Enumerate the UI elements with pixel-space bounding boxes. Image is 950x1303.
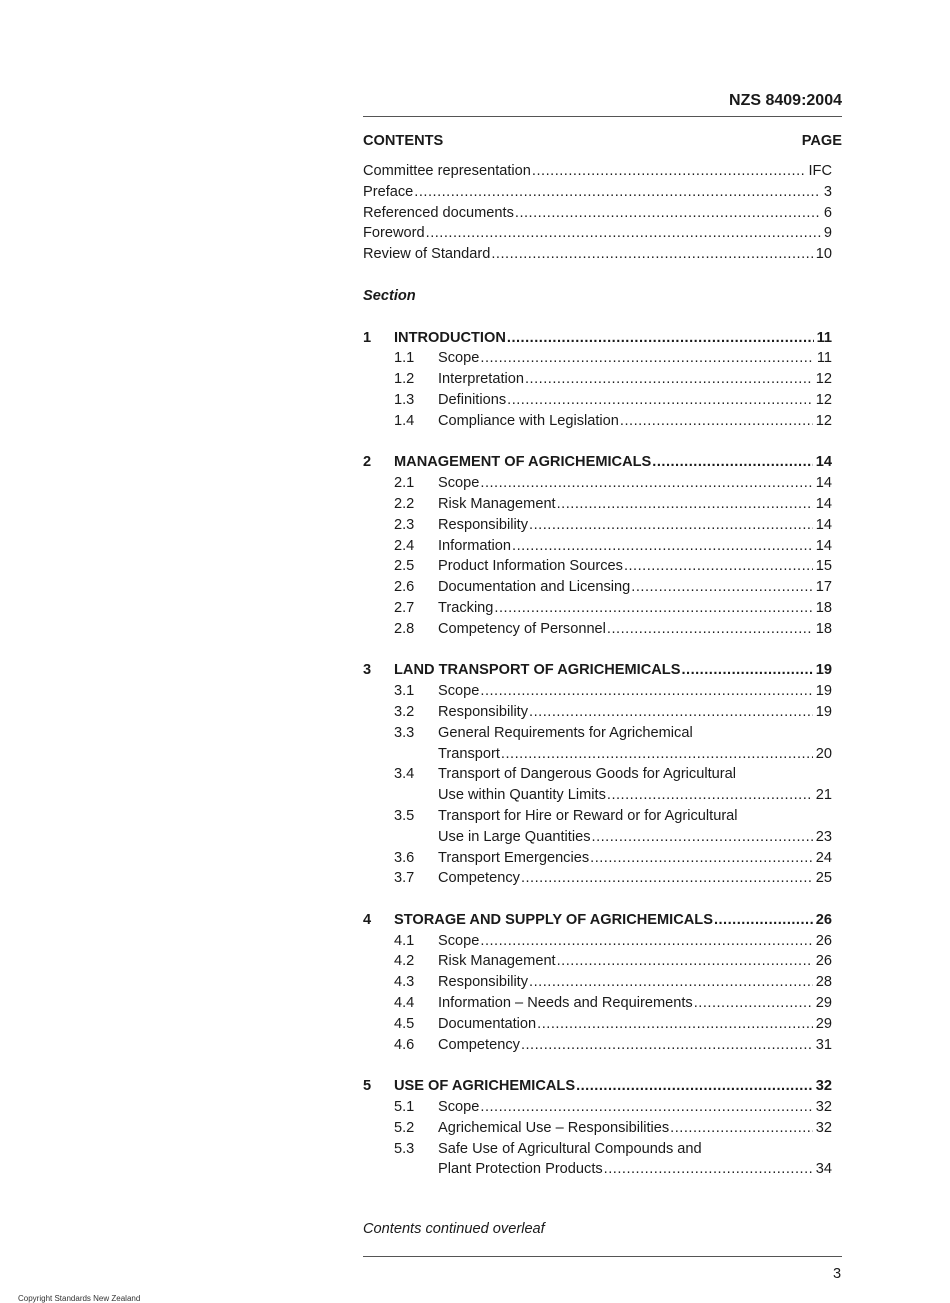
entry-title: Use within Quantity Limits: [438, 787, 606, 804]
subsection-line[interactable]: [438, 536, 832, 557]
entry-title: Review of Standard: [363, 246, 491, 263]
footer-divider: [363, 1256, 842, 1257]
leader-dots: [576, 1076, 813, 1097]
subsection-number: 4.4: [394, 995, 415, 1012]
entry-title: Information – Needs and Requirements: [438, 995, 693, 1012]
leader-dots: [714, 910, 813, 931]
entry-title: Risk Management: [438, 953, 556, 970]
subsection-body: [438, 411, 832, 432]
section-heading-body: [394, 910, 832, 931]
entry-title-first-line: General Requirements for Agrichemical: [438, 724, 693, 741]
section-number: 1: [363, 329, 372, 346]
section-number: 5: [363, 1078, 372, 1095]
subsection-body: [438, 848, 832, 869]
entry-title: Competency: [438, 870, 520, 887]
entry-page-number: 26: [815, 911, 832, 928]
subsection-body: [438, 951, 832, 972]
subsection-body: [438, 972, 832, 993]
subsection-number: 2.7: [394, 599, 415, 616]
subsection-line[interactable]: [438, 494, 832, 515]
entry-title: Use in Large Quantities: [438, 828, 591, 845]
subsection-body: [438, 1014, 832, 1035]
entry-title: Risk Management: [438, 495, 556, 512]
entry-title: Scope: [438, 350, 480, 367]
front-matter-entry[interactable]: [363, 161, 832, 182]
subsection-line[interactable]: [438, 744, 832, 765]
leader-dots: [607, 619, 813, 640]
entry-page-number: 11: [816, 350, 832, 367]
entry-title: Responsibility: [438, 974, 529, 991]
entry-page-number: 34: [815, 1161, 832, 1178]
leader-dots: [607, 785, 813, 806]
subsection-number: 2.4: [394, 537, 415, 554]
entry-title: Responsibility: [438, 703, 529, 720]
subsection-line[interactable]: [438, 348, 832, 369]
leader-dots: [426, 223, 821, 244]
subsection-number: 1.4: [394, 412, 415, 429]
subsection-number: 3.3: [394, 724, 415, 741]
entry-title: Tracking: [438, 599, 494, 616]
entry-title: Documentation: [438, 1015, 537, 1032]
subsection-entry[interactable]: [363, 1035, 832, 1056]
entry-page-number: 24: [815, 849, 832, 866]
subsection-entry[interactable]: [363, 473, 832, 494]
section-heading-body: [394, 660, 832, 681]
subsection-number: 3.1: [394, 683, 415, 700]
subsection-entry[interactable]: [363, 931, 832, 952]
subsection-entry[interactable]: [363, 598, 832, 619]
subsection-entry[interactable]: [363, 577, 832, 598]
subsection-number: 2.5: [394, 558, 415, 575]
leader-dots: [480, 348, 813, 369]
leader-dots: [521, 868, 813, 889]
entry-page-number: 26: [815, 932, 832, 949]
subsection-line[interactable]: [438, 702, 832, 723]
subsection-body: [438, 348, 832, 369]
subsection-body: [438, 931, 832, 952]
section-heading-line[interactable]: [394, 452, 832, 473]
front-matter-entry[interactable]: [363, 223, 832, 244]
leader-dots: [681, 660, 812, 681]
subsection-number: 5.1: [394, 1099, 415, 1116]
subsection-line[interactable]: [438, 681, 832, 702]
subsection-body: [438, 515, 832, 536]
section-heading-line[interactable]: [394, 660, 832, 681]
subsection-body: [438, 556, 832, 577]
entry-page-number: 18: [815, 599, 832, 616]
entry-title: Scope: [438, 1099, 480, 1116]
subsection-line[interactable]: [438, 515, 832, 536]
subsection-entry[interactable]: [363, 848, 832, 869]
section-heading-line[interactable]: [394, 1076, 832, 1097]
leader-dots: [529, 972, 813, 993]
entry-title: Definitions: [438, 391, 507, 408]
subsection-line[interactable]: [438, 951, 832, 972]
subsection-entry[interactable]: [363, 972, 832, 993]
section-heading-entry[interactable]: [363, 660, 832, 681]
contents-heading-row: [363, 133, 842, 149]
subsection-number: 3.6: [394, 849, 415, 866]
subsection-body: [438, 577, 832, 598]
leader-dots: [537, 1014, 813, 1035]
table-of-contents: [363, 161, 832, 1180]
subsection-line[interactable]: [438, 848, 832, 869]
leader-dots: [557, 951, 813, 972]
subsection-body: [438, 494, 832, 515]
entry-title: LAND TRANSPORT OF AGRICHEMICALS: [394, 662, 681, 679]
subsection-entry[interactable]: [363, 951, 832, 972]
entry-page-number: 10: [815, 246, 832, 263]
leader-dots: [604, 1159, 813, 1180]
subsection-number: 2.2: [394, 495, 415, 512]
leader-dots: [512, 536, 813, 557]
entry-title: Transport Emergencies: [438, 849, 590, 866]
entry-title: Interpretation: [438, 371, 524, 388]
entry-title: Scope: [438, 932, 480, 949]
section-heading-entry[interactable]: [363, 328, 832, 349]
leader-dots: [532, 161, 806, 182]
entry-page-number: 14: [815, 454, 832, 471]
entry-page-number: 26: [815, 953, 832, 970]
subsection-number: 2.1: [394, 475, 415, 492]
spacer: [363, 1055, 832, 1076]
subsection-line[interactable]: [438, 993, 832, 1014]
subsection-entry[interactable]: [363, 369, 832, 390]
section-column-label: Section: [363, 287, 416, 304]
entry-title: Competency of Personnel: [438, 620, 606, 637]
entry-page-number: 19: [815, 662, 832, 679]
subsection-body: [438, 1118, 832, 1139]
leader-dots: [491, 244, 812, 265]
subsection-body: [438, 598, 832, 619]
subsection-body: [438, 619, 832, 640]
section-heading-entry[interactable]: [363, 452, 832, 473]
section-heading-body: [394, 328, 832, 349]
subsection-line[interactable]: [438, 785, 832, 806]
entry-page-number: 28: [815, 974, 832, 991]
spacer: [363, 640, 832, 661]
subsection-entry[interactable]: [363, 1097, 832, 1118]
subsection-body: [438, 681, 832, 702]
subsection-body: [438, 723, 832, 765]
front-matter-entry[interactable]: [363, 244, 832, 265]
entry-title: Information: [438, 537, 512, 554]
entry-title-first-line: Safe Use of Agricultural Compounds and: [438, 1140, 702, 1157]
subsection-number: 2.3: [394, 516, 415, 533]
entry-page-number: 19: [815, 703, 832, 720]
subsection-number: 4.3: [394, 974, 415, 991]
section-heading-line[interactable]: [394, 910, 832, 931]
entry-page-number: 32: [815, 1078, 832, 1095]
entry-page-number: 17: [815, 579, 832, 596]
entry-page-number: 14: [815, 495, 832, 512]
leader-dots: [501, 744, 813, 765]
entry-title: Responsibility: [438, 516, 529, 533]
entry-page-number: 9: [823, 225, 832, 242]
subsection-line[interactable]: [438, 931, 832, 952]
subsection-entry[interactable]: [363, 411, 832, 432]
leader-dots: [620, 411, 813, 432]
subsection-line[interactable]: [438, 1118, 832, 1139]
leader-dots: [631, 577, 812, 598]
subsection-entry[interactable]: [363, 868, 832, 889]
subsection-body: [438, 369, 832, 390]
entry-title: Plant Protection Products: [438, 1161, 603, 1178]
entry-title-first-line: Transport for Hire or Reward or for Agricultural: [438, 807, 738, 824]
entry-page-number: 20: [815, 745, 832, 762]
leader-dots: [529, 515, 813, 536]
subsection-body: [438, 1139, 832, 1181]
page-column-heading: PAGE: [801, 133, 842, 149]
entry-page-number: 14: [815, 537, 832, 554]
subsection-entry[interactable]: [363, 1118, 832, 1139]
standard-number: NZS 8409:2004: [729, 92, 842, 109]
entry-title: Compliance with Legislation: [438, 412, 619, 429]
leader-dots: [494, 598, 812, 619]
entry-title: INTRODUCTION: [394, 329, 506, 346]
section-number: 2: [363, 454, 372, 471]
subsection-entry[interactable]: [363, 764, 832, 806]
leader-dots: [652, 452, 812, 473]
entry-page-number: 32: [815, 1099, 832, 1116]
subsection-number: 3.4: [394, 766, 415, 783]
entry-title: Agrichemical Use – Responsibilities: [438, 1119, 670, 1136]
entry-title: Transport: [438, 745, 500, 762]
subsection-number: 4.1: [394, 932, 415, 949]
entry-title-first-line: Transport of Dangerous Goods for Agricultural: [438, 766, 736, 783]
subsection-body: [438, 473, 832, 494]
front-matter-entry[interactable]: [363, 182, 832, 203]
subsection-entry[interactable]: [363, 515, 832, 536]
subsection-line[interactable]: [438, 411, 832, 432]
subsection-number: 1.3: [394, 391, 415, 408]
subsection-entry[interactable]: [363, 1014, 832, 1035]
entry-page-number: 21: [815, 787, 832, 804]
contents-heading: CONTENTS: [363, 133, 444, 149]
entry-page-number: 14: [815, 516, 832, 533]
spacer: [363, 307, 832, 328]
subsection-entry[interactable]: [363, 494, 832, 515]
section-number: 4: [363, 911, 372, 928]
subsection-line[interactable]: [438, 868, 832, 889]
subsection-line[interactable]: [438, 1014, 832, 1035]
entry-title: Scope: [438, 683, 480, 700]
leader-dots: [590, 848, 813, 869]
subsection-number: 1.1: [394, 350, 415, 367]
leader-dots: [480, 1097, 812, 1118]
subsection-entry[interactable]: [363, 723, 832, 765]
leader-dots: [624, 556, 813, 577]
subsection-body: [438, 536, 832, 557]
subsection-number: 3.2: [394, 703, 415, 720]
subsection-number: 2.6: [394, 579, 415, 596]
entry-title: Product Information Sources: [438, 558, 623, 575]
subsection-number: 4.2: [394, 953, 415, 970]
subsection-number: 2.8: [394, 620, 415, 637]
leader-dots: [414, 182, 821, 203]
subsection-entry[interactable]: [363, 556, 832, 577]
subsection-number: 3.7: [394, 870, 415, 887]
entry-title: Scope: [438, 475, 480, 492]
entry-page-number: 6: [823, 204, 832, 221]
subsection-number: 5.3: [394, 1140, 415, 1157]
leader-dots: [557, 494, 813, 515]
section-heading-entry[interactable]: [363, 910, 832, 931]
entry-page-number: 12: [815, 371, 832, 388]
entry-page-number: 18: [815, 620, 832, 637]
subsection-line[interactable]: [438, 827, 832, 848]
subsection-entry[interactable]: [363, 681, 832, 702]
subsection-line[interactable]: [438, 1097, 832, 1118]
subsection-number: 4.5: [394, 1015, 415, 1032]
entry-title: Documentation and Licensing: [438, 579, 631, 596]
subsection-entry[interactable]: [363, 348, 832, 369]
subsection-body: [438, 1035, 832, 1056]
entry-title: Committee representation: [363, 163, 531, 179]
page-number: 3: [833, 1266, 842, 1282]
entry-page-number: 32: [815, 1119, 832, 1136]
entry-title: USE OF AGRICHEMICALS: [394, 1078, 576, 1095]
subsection-body: [438, 702, 832, 723]
subsection-entry[interactable]: [363, 993, 832, 1014]
copyright-notice: Copyright Standards New Zealand: [18, 1294, 141, 1303]
front-matter-entry[interactable]: [363, 203, 832, 224]
subsection-line[interactable]: [438, 1035, 832, 1056]
subsection-line[interactable]: [438, 598, 832, 619]
section-heading-entry[interactable]: [363, 1076, 832, 1097]
subsection-entry[interactable]: [363, 1139, 832, 1181]
subsection-line[interactable]: [438, 473, 832, 494]
entry-title: Preface: [363, 183, 414, 200]
entry-page-number: 29: [815, 995, 832, 1012]
entry-page-number: 3: [823, 183, 832, 200]
subsection-entry[interactable]: [363, 390, 832, 411]
entry-page-number: 12: [815, 412, 832, 429]
subsection-entry[interactable]: [363, 536, 832, 557]
subsection-body: [438, 868, 832, 889]
entry-page-number: 15: [815, 558, 832, 575]
spacer: [363, 889, 832, 910]
subsection-line[interactable]: [438, 577, 832, 598]
subsection-line[interactable]: [438, 1159, 832, 1180]
entry-page-number: IFC: [808, 163, 832, 179]
entry-title: MANAGEMENT OF AGRICHEMICALS: [394, 454, 652, 471]
leader-dots: [592, 827, 813, 848]
section-heading-body: [394, 452, 832, 473]
subsection-body: [438, 390, 832, 411]
subsection-line[interactable]: [438, 619, 832, 640]
section-number: 3: [363, 662, 372, 679]
entry-page-number: 25: [815, 870, 832, 887]
entry-title: Competency: [438, 1036, 520, 1053]
entry-page-number: 29: [815, 1015, 832, 1032]
entry-page-number: 23: [815, 828, 832, 845]
leader-dots: [480, 931, 812, 952]
subsection-entry[interactable]: [363, 806, 832, 848]
leader-dots: [515, 203, 821, 224]
subsection-line[interactable]: [438, 556, 832, 577]
leader-dots: [694, 993, 813, 1014]
leader-dots: [670, 1118, 813, 1139]
page-header: [363, 90, 842, 117]
subsection-number: 4.6: [394, 1036, 415, 1053]
subsection-number: 3.5: [394, 807, 415, 824]
subsection-body: [438, 993, 832, 1014]
entry-title: Foreword: [363, 225, 425, 242]
leader-dots: [480, 473, 812, 494]
entry-page-number: 11: [816, 329, 832, 346]
entry-page-number: 14: [815, 475, 832, 492]
subsection-line[interactable]: [438, 390, 832, 411]
leader-dots: [480, 681, 812, 702]
leader-dots: [529, 702, 813, 723]
subsection-body: [438, 806, 832, 848]
entry-page-number: 12: [815, 391, 832, 408]
contents-continued-note: Contents continued overleaf: [363, 1221, 545, 1237]
entry-title: STORAGE AND SUPPLY OF AGRICHEMICALS: [394, 911, 713, 928]
section-heading-line[interactable]: [394, 328, 832, 349]
leader-dots: [507, 390, 813, 411]
subsection-line[interactable]: [438, 369, 832, 390]
entry-page-number: 31: [815, 1036, 832, 1053]
subsection-entry[interactable]: [363, 702, 832, 723]
subsection-number: 1.2: [394, 371, 415, 388]
subsection-body: [438, 764, 832, 806]
entry-title: Referenced documents: [363, 204, 514, 221]
subsection-number: 5.2: [394, 1119, 415, 1136]
section-heading-body: [394, 1076, 832, 1097]
leader-dots: [525, 369, 813, 390]
subsection-entry[interactable]: [363, 619, 832, 640]
subsection-line[interactable]: [438, 972, 832, 993]
leader-dots: [521, 1035, 813, 1056]
leader-dots: [507, 328, 814, 349]
entry-page-number: 19: [815, 683, 832, 700]
spacer: [363, 432, 832, 453]
subsection-body: [438, 1097, 832, 1118]
